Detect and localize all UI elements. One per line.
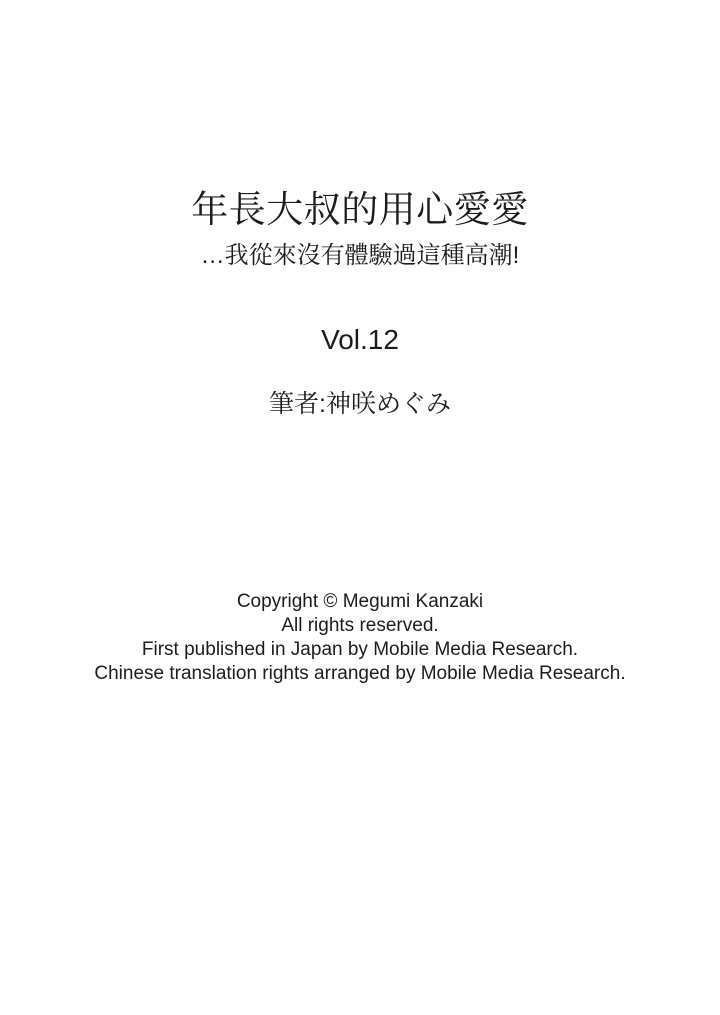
copyright-line-4: Chinese translation rights arranged by Mobile Media Research. bbox=[94, 663, 626, 684]
copyright-line-2: All rights reserved. bbox=[281, 615, 439, 636]
author-line: 筆者:神咲めぐみ bbox=[269, 390, 451, 418]
copyright-line-1: Copyright © Megumi Kanzaki bbox=[236, 591, 484, 612]
copyright-line-3: First published in Japan by Mobile Media Research. bbox=[141, 639, 579, 660]
series-title: 年長大叔的用心愛愛 bbox=[191, 189, 529, 230]
copyright-block bbox=[0, 590, 720, 686]
series-subtitle: …我從來沒有體驗過這種高潮! bbox=[200, 242, 520, 269]
volume-label: Vol.12 bbox=[321, 324, 399, 355]
